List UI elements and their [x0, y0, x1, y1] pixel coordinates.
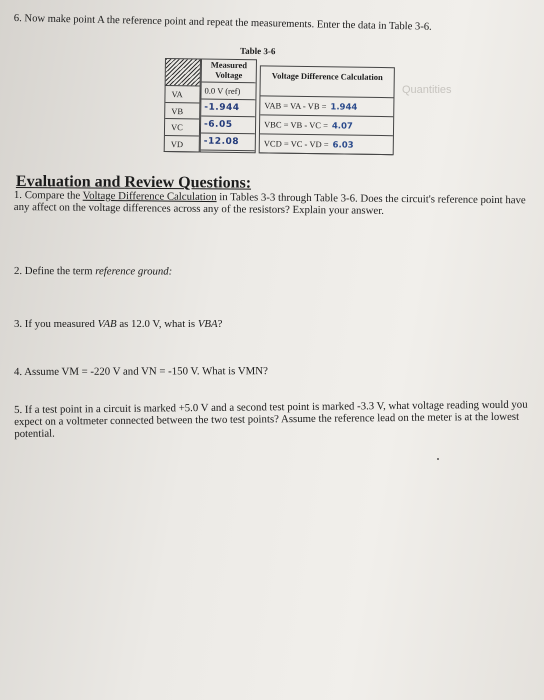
step-number: 6. [13, 12, 22, 25]
measured-vd: -12.08 [201, 134, 255, 152]
measured-voltage-header: Measured Voltage [202, 60, 256, 84]
table-title: Table 3-6 [239, 45, 276, 57]
difference-answer-cd: 6.03 [332, 140, 354, 151]
question-3-var-1: VAB [97, 318, 117, 330]
voltage-difference-header: Voltage Difference Calculation [260, 66, 393, 98]
difference-row-ab [260, 96, 393, 117]
measured-voltage-column [200, 59, 257, 154]
step-text: Now make point A the reference point and repeat the measurements. Enter the data in Table 3-6. [24, 13, 432, 33]
question-2-term: reference ground: [95, 265, 173, 278]
question-3 [14, 318, 536, 330]
question-5: 5. If a test point in a circuit is marked +5.0 V and a second test point is marked -3.3 V, what voltage reading would you expect on a voltmeter connected between the two test points? Assume the reference lead on the meter is at the lowest potential. [14, 398, 528, 440]
difference-expr-ab: VAB = VA - VB = [264, 100, 327, 112]
question-1-rest: in Tables 3-3 through Table 3-6. Does the circuit's reference point have any affect on the voltage differences across any of the resistors? Explain your answer. [13, 191, 526, 217]
question-3-var-2: VBA [197, 318, 218, 330]
measured-vc: -6.05 [201, 117, 255, 135]
question-1 [14, 189, 536, 218]
label-vb: VB [165, 103, 199, 120]
voltage-label-column [164, 86, 201, 152]
question-1-underlined: Voltage Difference Calculation [82, 189, 217, 204]
question-3-mid: as 12.0 V, what is [116, 318, 198, 330]
question-1-prefix: 1. Compare the [13, 189, 83, 202]
voltage-table [164, 58, 395, 155]
label-va: VA [165, 86, 199, 103]
difference-row-bc [260, 115, 393, 136]
bleed-through-text: Quantities [402, 84, 452, 96]
difference-row-cd [260, 134, 393, 155]
hatched-corner-cell [165, 58, 201, 86]
measured-va: 0.0 V (ref) [201, 83, 255, 101]
question-2-prefix: 2. Define the term [13, 265, 96, 278]
question-3-end: ? [217, 318, 223, 330]
difference-expr-cd: VCD = VC - VD = [263, 138, 329, 150]
question-4: 4. Assume VM = -220 V and VN = -150 V. What is VMN? [14, 365, 268, 378]
step-6-instructions [14, 12, 534, 36]
label-vc: VC [165, 119, 199, 136]
measured-vb: -1.944 [201, 100, 255, 118]
question-2 [14, 265, 536, 279]
label-vd: VD [165, 136, 199, 153]
voltage-difference-column [259, 65, 395, 155]
pen-dot [437, 458, 439, 460]
section-heading: Evaluation and Review Questions: [15, 173, 252, 192]
difference-expr-bc: VBC = VB - VC = [264, 119, 328, 131]
difference-answer-ab: 1.944 [330, 102, 358, 113]
difference-answer-bc: 4.07 [331, 121, 353, 132]
question-3-prefix: 3. If you measured [14, 318, 98, 330]
